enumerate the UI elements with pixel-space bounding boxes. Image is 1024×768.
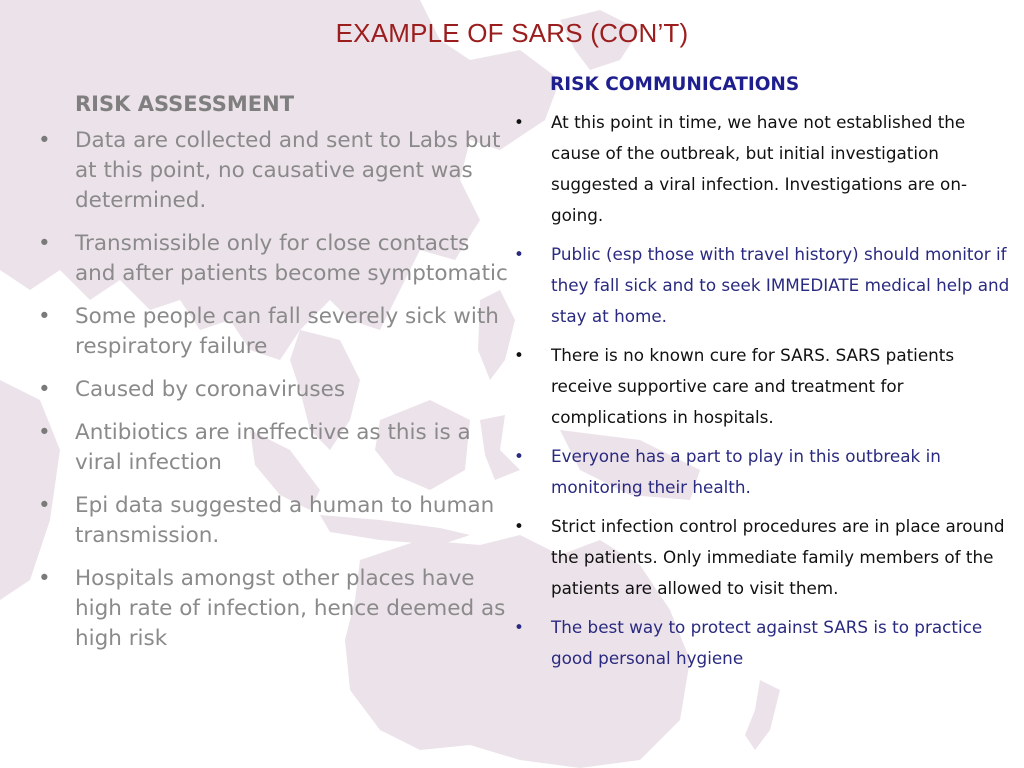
bullet-icon: •	[514, 516, 524, 536]
risk-communications-column	[508, 74, 1014, 682]
bullet-icon: •	[514, 244, 524, 264]
list-item: • Hospitals amongst other places have high rate of infection, hence deemed as high risk	[38, 566, 506, 651]
bullet-icon: •	[38, 128, 51, 153]
list-item: • At this point in time, we have not established the cause of the outbreak, but initial investigation suggested a viral infection. Investigations are on-going.	[508, 107, 1014, 231]
bullet-icon: •	[514, 345, 524, 365]
bullet-icon: •	[38, 231, 51, 256]
bullet-icon: •	[514, 617, 524, 637]
risk-assessment-list	[36, 126, 511, 654]
list-item: • Everyone has a part to play in this outbreak in monitoring their health.	[508, 441, 1014, 503]
list-item: • Epi data suggested a human to human transmission.	[38, 493, 495, 548]
list-item: • Antibiotics are ineffective as this is a viral infection	[38, 420, 471, 475]
bullet-icon: •	[38, 493, 51, 518]
bullet-icon: •	[514, 446, 524, 466]
risk-communications-heading: RISK COMMUNICATIONS	[550, 74, 800, 95]
list-item: • There is no known cure for SARS. SARS patients receive supportive care and treatment for complications in hospitals.	[508, 340, 1014, 433]
risk-assessment-heading: RISK ASSESSMENT	[75, 92, 295, 116]
list-item: • The best way to protect against SARS is to practice good personal hygiene	[508, 612, 1014, 674]
bullet-icon: •	[38, 420, 51, 445]
bullet-icon: •	[38, 377, 51, 402]
list-item: • Transmissible only for close contacts and after patients become symptomatic	[38, 231, 508, 286]
list-item: • Strict infection control procedures are in place around the patients. Only immediate family members of the patients are allowed to visit them.	[508, 511, 1014, 604]
list-item: • Caused by coronaviruses	[36, 375, 511, 405]
risk-assessment-column	[36, 92, 511, 667]
list-item: • Public (esp those with travel history) should monitor if they fall sick and to seek IMMEDIATE medical help and stay at home.	[508, 239, 1014, 332]
risk-communications-list	[508, 107, 1014, 674]
list-item: • Some people can fall severely sick with respiratory failure	[38, 304, 499, 359]
bullet-icon: •	[38, 304, 51, 329]
bullet-icon: •	[38, 566, 51, 591]
bullet-icon: •	[514, 112, 524, 132]
list-item: • Data are collected and sent to Labs but at this point, no causative agent was determined.	[38, 128, 501, 213]
slide-title: EXAMPLE OF SARS (CON’T)	[335, 18, 689, 48]
